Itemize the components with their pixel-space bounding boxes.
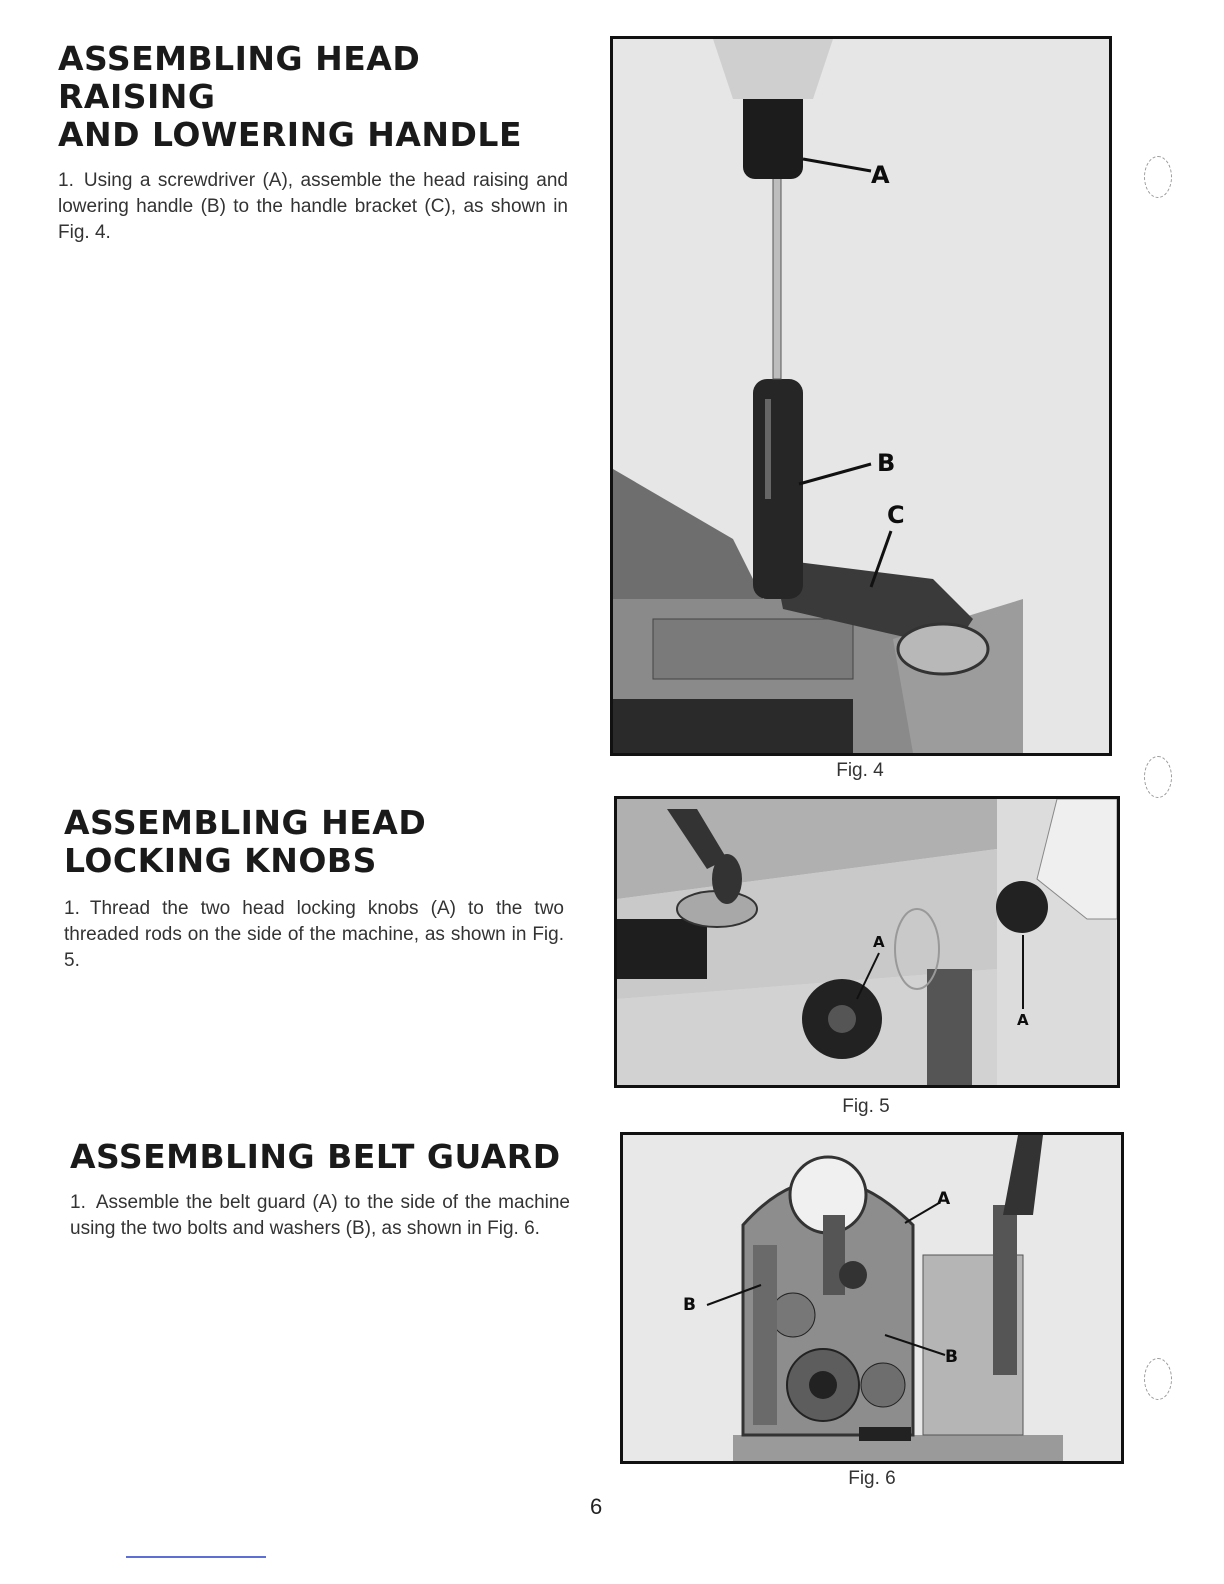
section-heading: [64, 804, 564, 880]
heading-line-1: ASSEMBLING HEAD RAISING: [58, 39, 421, 116]
figure-6-illustration: [623, 1135, 1121, 1461]
figure-4-label-c: C: [887, 501, 905, 529]
step-text: Assemble the belt guard (A) to the side of the machine using the two bolts and washers (B), as shown in Fig. 6.: [70, 1192, 570, 1239]
section-head-locking-knobs: [64, 804, 564, 974]
binder-hole: [1144, 156, 1172, 198]
section-heading: [70, 1138, 570, 1176]
section-belt-guard: [70, 1138, 570, 1242]
step-number: 1.: [64, 898, 80, 919]
figure-6-label-a: A: [937, 1189, 951, 1209]
heading-line-1: ASSEMBLING BELT GUARD: [70, 1137, 561, 1176]
heading-line-2: AND LOWERING HANDLE: [58, 115, 523, 154]
heading-line-1: ASSEMBLING HEAD: [64, 803, 427, 842]
figure-5-label-a-right: A: [1017, 1011, 1029, 1029]
section-head-raising-handle: [58, 40, 568, 246]
section-heading: [58, 40, 568, 154]
figure-6-photo: [620, 1132, 1124, 1464]
instruction-step: [64, 896, 564, 974]
figure-6-caption: Fig. 6: [848, 1468, 896, 1489]
heading-line-2: LOCKING KNOBS: [64, 841, 377, 880]
step-number: 1.: [70, 1192, 86, 1213]
figure-4-label-a: A: [871, 161, 890, 189]
scan-edge-line: [126, 1556, 266, 1558]
figure-5-caption: Fig. 5: [842, 1096, 890, 1117]
instruction-step: [58, 168, 568, 246]
binder-hole: [1144, 1358, 1172, 1400]
figure-6-label-b-left: B: [683, 1295, 696, 1315]
step-text: Using a screwdriver (A), assemble the head raising and lowering handle (B) to the handle bracket (C), as shown in Fig. 4.: [58, 170, 568, 243]
figure-5-photo: [614, 796, 1120, 1088]
figure-4-photo: [610, 36, 1112, 756]
figure-4-label-b: B: [877, 449, 896, 477]
figure-4-caption: Fig. 4: [836, 760, 884, 781]
figure-5-illustration: [617, 799, 1117, 1085]
page-number: 6: [590, 1494, 603, 1519]
figure-5-label-a-left: A: [873, 933, 885, 951]
step-text: Thread the two head locking knobs (A) to the two threaded rods on the side of the machine, as shown in Fig. 5.: [64, 898, 564, 971]
figure-6-label-b-right: B: [945, 1347, 958, 1367]
instruction-step: [70, 1190, 570, 1242]
binder-hole: [1144, 756, 1172, 798]
figure-4-illustration: [613, 39, 1109, 753]
step-number: 1.: [58, 170, 74, 191]
